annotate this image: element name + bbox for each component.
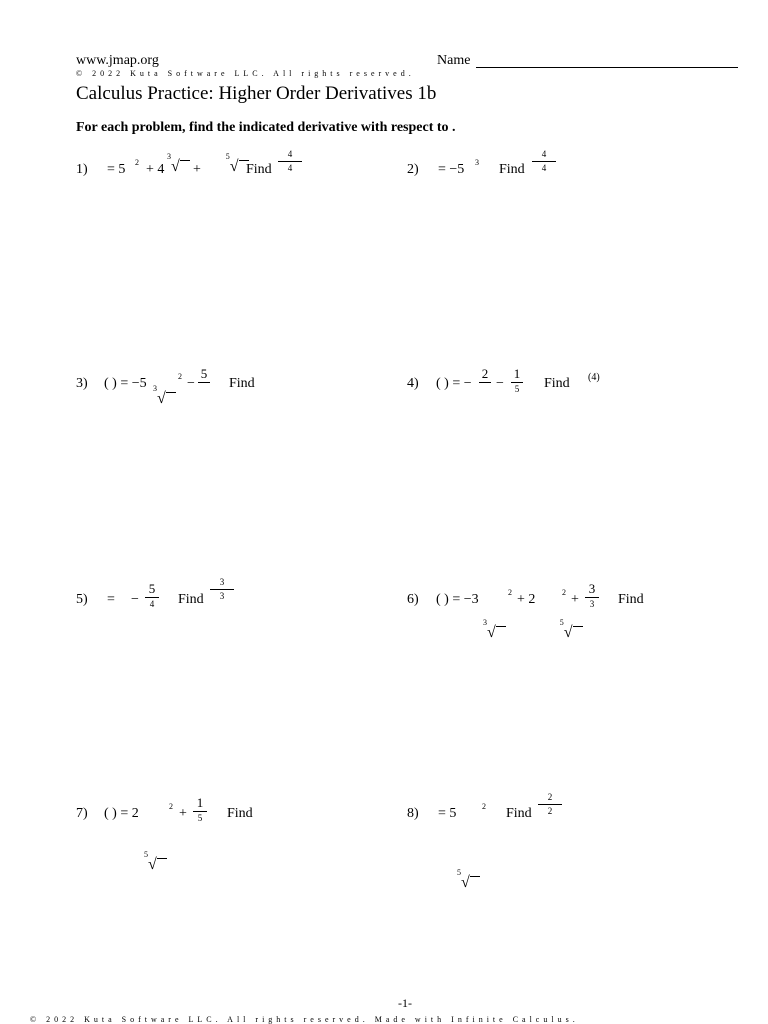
radical-1: 3 √	[487, 624, 506, 642]
radical-2: 5 √	[564, 624, 583, 642]
expr-plus: +	[571, 592, 579, 607]
expr-lead: ( ) = 2	[104, 806, 139, 821]
expr-plus: +	[179, 806, 187, 821]
radical-index: 3	[483, 618, 487, 627]
radical-index: 5	[559, 618, 564, 627]
fraction: 1 5	[193, 796, 207, 823]
radical-2: 5 √	[230, 158, 249, 176]
fraction: 3 3	[585, 582, 599, 609]
page-number: -1-	[398, 996, 412, 1010]
expr-minus: −	[187, 376, 195, 391]
name-label: Name	[437, 53, 471, 68]
problem-number: 5)	[76, 592, 88, 607]
find-label: Find	[506, 806, 532, 821]
problem-number: 2)	[407, 162, 419, 177]
derivative-order: (4)	[588, 372, 600, 383]
find-label: Find	[499, 162, 525, 177]
fraction: 5	[198, 367, 210, 385]
derivative-notation: 3 3	[210, 578, 234, 601]
expr-lead: ( ) = −	[436, 376, 472, 391]
expr-lead: ( ) = −5	[104, 376, 147, 391]
find-label: Find	[178, 592, 204, 607]
radical-index: 5	[225, 152, 230, 161]
exponent: 2	[135, 158, 139, 167]
find-label: Find	[544, 376, 570, 391]
radical-index: 3	[167, 152, 171, 161]
expr-lead: =	[107, 592, 115, 607]
expr-plus: +	[193, 162, 201, 177]
exponent: 2	[482, 802, 486, 811]
radical-index: 5	[457, 868, 461, 877]
radical-index: 5	[144, 850, 148, 859]
exponent: 2	[508, 588, 512, 597]
problem-number: 6)	[407, 592, 419, 607]
expr-plus: + 2	[517, 592, 536, 607]
header-copyright: © 2022 Kuta Software LLC. All rights reserved.	[76, 69, 415, 78]
find-label: Find	[618, 592, 644, 607]
find-label: Find	[246, 162, 272, 177]
problem-number: 4)	[407, 376, 419, 391]
exponent: 2	[562, 588, 566, 597]
site-url: www.jmap.org	[76, 53, 159, 68]
problem-number: 1)	[76, 162, 88, 177]
radical: 5 √	[461, 874, 480, 892]
radical-1: 3 √	[171, 158, 190, 176]
name-underline	[476, 67, 738, 68]
problem-number: 8)	[407, 806, 419, 821]
derivative-notation: 4 4	[532, 150, 556, 173]
expr-lead: ( ) = −3	[436, 592, 479, 607]
expr-lead: = 5	[438, 806, 457, 821]
exponent: 2	[169, 802, 173, 811]
fraction-1: 2	[479, 367, 491, 385]
footer-copyright: © 2022 Kuta Software LLC. All rights reserved. Made with Infinite Calculus.	[30, 1015, 579, 1024]
radical: 5 √	[148, 856, 167, 874]
exponent: 2	[178, 372, 182, 381]
find-label: Find	[227, 806, 253, 821]
fraction-2: 1 5	[511, 367, 523, 394]
worksheet-title: Calculus Practice: Higher Order Derivatives 1b	[76, 83, 437, 104]
radical: 3 √	[157, 390, 176, 408]
find-label: Find	[229, 376, 255, 391]
exponent: 3	[475, 158, 479, 167]
expr-minus: −	[496, 376, 504, 391]
expr-lead: = −5	[438, 162, 465, 177]
expr-minus: −	[131, 592, 139, 607]
derivative-notation: 4 4	[278, 150, 302, 173]
expr-term: + 4	[146, 162, 165, 177]
problem-number: 3)	[76, 376, 88, 391]
radical-index: 3	[153, 384, 157, 393]
derivative-notation: 2 2	[538, 793, 562, 816]
problem-number: 7)	[76, 806, 88, 821]
fraction: 5 4	[145, 582, 159, 609]
instructions: For each problem, find the indicated derivative with respect to .	[76, 120, 456, 135]
expr-lead: = 5	[107, 162, 126, 177]
